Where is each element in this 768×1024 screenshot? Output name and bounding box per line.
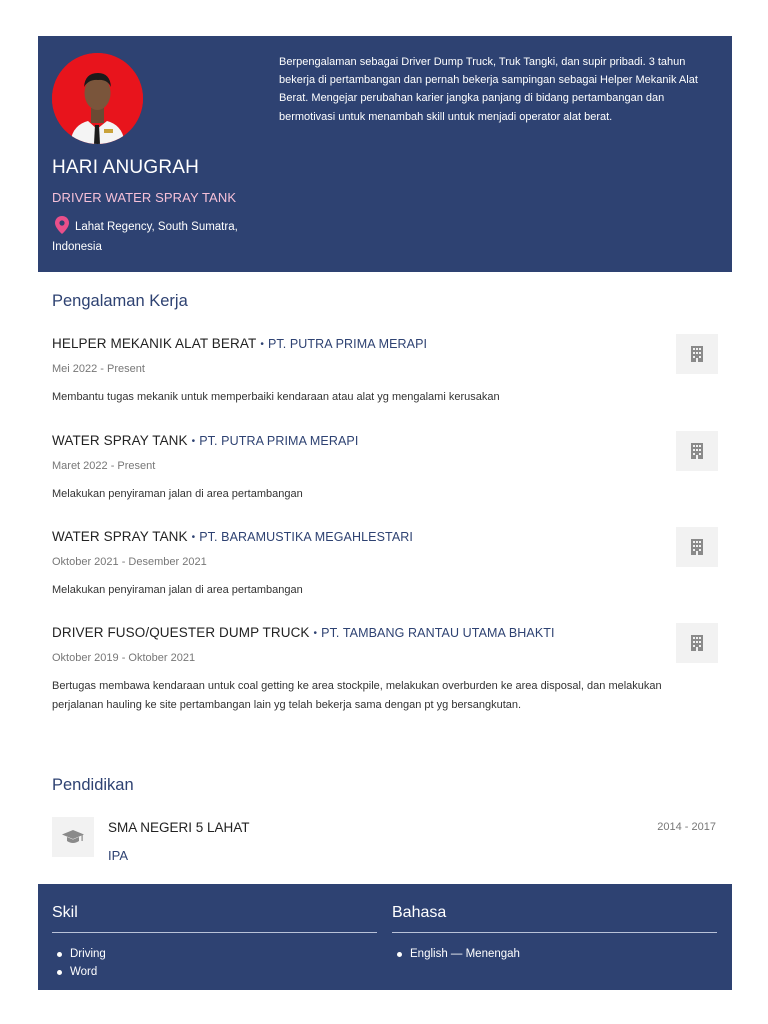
languages-divider [392, 932, 717, 933]
job-heading [52, 625, 732, 640]
job-separator: • [260, 339, 264, 350]
building-icon [676, 431, 718, 471]
skills-column [52, 904, 377, 981]
job-description: Membantu tugas mekanik untuk memperbaiki kendaraan atau alat yg mengalami kerusakan [52, 391, 500, 403]
skill-item: Word [70, 963, 377, 981]
building-icon [676, 334, 718, 374]
profile-photo [52, 53, 143, 144]
experience-section-title: Pengalaman Kerja [52, 292, 188, 310]
education-section-title: Pendidikan [52, 776, 134, 794]
building-icon [676, 623, 718, 663]
job-company: PT. TAMBANG RANTAU UTAMA BHAKTI [321, 626, 555, 640]
job-position: HELPER MEKANIK ALAT BERAT [52, 336, 257, 351]
experience-item [52, 529, 732, 600]
candidate-location [52, 216, 252, 257]
job-separator: • [191, 532, 196, 543]
experience-item [52, 336, 732, 407]
experience-item [52, 625, 732, 714]
job-dates: Oktober 2021 - Desember 2021 [52, 556, 207, 568]
languages-list [410, 945, 717, 963]
education-years: 2014 - 2017 [657, 821, 716, 833]
job-company: PT. PUTRA PRIMA MERAPI [267, 337, 428, 351]
graduation-cap-icon [52, 817, 94, 857]
job-heading [52, 433, 732, 448]
job-description: Bertugas membawa kendaraan untuk coal getting ke area stockpile, melakukan overburden ke area disposal, dan melakukan perjalanan hauling ke site pertambangan lain yg telah bekerja sama dengan pt yg bersangkutan. [52, 680, 662, 711]
profile-header [38, 36, 732, 272]
language-item: English — Menengah [410, 945, 717, 963]
profile-summary: Berpengalaman sebagai Driver Dump Truck, Truk Tangki, dan supir pribadi. 3 tahun bekerja di pertambangan dan pernah bekerja sampingan sebagai Helper Mekanik Alat Berat. Mengejar perubahan karier jangka panjang di bidang pertambangan dan bermotivasi untuk menambah skill untuk menjadi operator alat berat. [279, 56, 698, 123]
experience-item [52, 433, 732, 504]
job-dates: Oktober 2019 - Oktober 2021 [52, 652, 196, 664]
skills-divider [52, 932, 377, 933]
location-pin-icon [55, 216, 69, 234]
education-major: IPA [108, 848, 128, 863]
job-company: PT. PUTRA PRIMA MERAPI [199, 434, 359, 448]
education-school: SMA NEGERI 5 LAHAT [108, 820, 250, 835]
job-position: DRIVER FUSO/QUESTER DUMP TRUCK [52, 625, 310, 640]
languages-title: Bahasa [392, 904, 447, 921]
job-dates: Mei 2022 - Present [52, 363, 145, 375]
job-heading [52, 336, 732, 351]
job-company: PT. BARAMUSTIKA MEGAHLESTARI [199, 530, 413, 544]
job-position: WATER SPRAY TANK [52, 529, 188, 544]
location-text: Lahat Regency, South Sumatra, Indonesia [52, 221, 238, 253]
job-heading [52, 529, 732, 544]
building-icon [676, 527, 718, 567]
job-position: WATER SPRAY TANK [52, 433, 188, 448]
skills-list [70, 945, 377, 981]
job-separator: • [191, 436, 196, 447]
languages-column [392, 904, 717, 963]
job-description: Melakukan penyiraman jalan di area pertambangan [52, 488, 303, 500]
job-dates: Maret 2022 - Present [52, 460, 156, 472]
skills-languages-panel [38, 884, 732, 990]
candidate-name: HARI ANUGRAH [52, 157, 200, 178]
skill-item: Driving [70, 945, 377, 963]
candidate-role: DRIVER WATER SPRAY TANK [52, 190, 237, 205]
job-description: Melakukan penyiraman jalan di area pertambangan [52, 584, 303, 596]
skills-title: Skil [52, 904, 78, 921]
job-separator: • [313, 628, 318, 639]
